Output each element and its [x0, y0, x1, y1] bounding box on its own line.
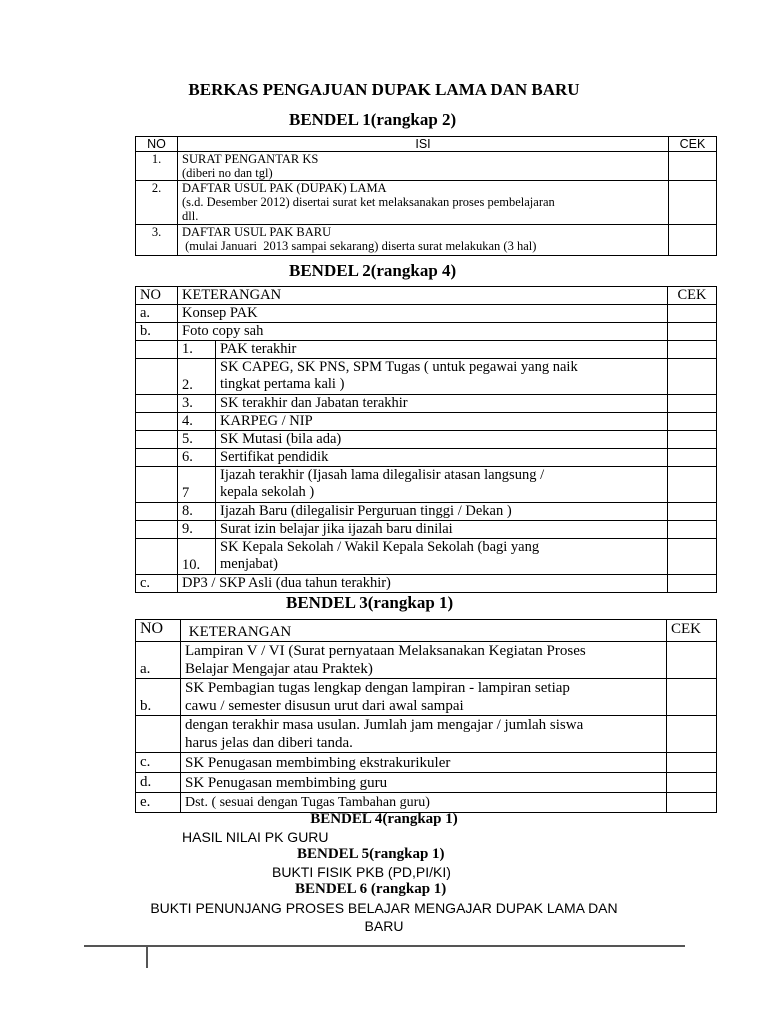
row-text: DP3 / SKP Asli (dua tahun terakhir)	[178, 575, 668, 593]
row-letter: c.	[136, 575, 178, 593]
row-line: SK Pembagian tugas lengkap dengan lampiran - lampiran setiap	[185, 680, 570, 696]
header-isi: ISI	[178, 137, 669, 152]
empty-cell	[136, 413, 178, 431]
row-text: SK Mutasi (bila ada)	[216, 431, 668, 449]
header-cek: CEK	[667, 620, 717, 642]
row-text: Sertifikat pendidik	[216, 449, 668, 467]
check-cell[interactable]	[667, 753, 717, 773]
empty-cell	[136, 359, 178, 395]
check-cell[interactable]	[668, 413, 717, 431]
empty-cell	[136, 467, 178, 503]
check-cell[interactable]	[668, 431, 717, 449]
header-cek: CEK	[669, 137, 717, 152]
row-line: dengan terakhir masa usulan. Jumlah jam mengajar / jumlah siswa	[185, 717, 584, 733]
row-line: tingkat pertama kali )	[220, 376, 345, 392]
row-text: SK Penugasan membimbing ekstrakurikuler	[181, 753, 667, 773]
header-no: NO	[136, 620, 181, 642]
table-row	[136, 181, 717, 225]
header-no: NO	[136, 137, 178, 152]
check-cell[interactable]	[667, 793, 717, 813]
check-cell[interactable]	[668, 575, 717, 593]
row-line: cawu / semester disusun urut dari awal sampai	[185, 698, 464, 714]
table-row	[136, 449, 717, 467]
row-line: DAFTAR USUL PAK (DUPAK) LAMA	[182, 181, 387, 195]
empty-cell	[136, 539, 178, 575]
row-letter: b.	[136, 679, 181, 716]
table-row	[136, 305, 717, 323]
row-number: 1.	[178, 341, 216, 359]
bendel1-heading: BENDEL 1(rangkap 2)	[289, 110, 457, 129]
header-keterangan: KETERANGAN	[178, 287, 668, 305]
check-cell[interactable]	[668, 539, 717, 575]
row-line: SK CAPEG, SK PNS, SPM Tugas ( untuk pegawai yang naik	[220, 359, 578, 375]
row-letter: a.	[136, 642, 181, 679]
bendel6-line: BUKTI PENUNJANG PROSES BELAJAR MENGAJAR DUPAK LAMA DAN	[150, 900, 618, 916]
row-number: 3.	[136, 225, 178, 256]
check-cell[interactable]	[667, 642, 717, 679]
bendel3-table	[135, 619, 717, 813]
row-text: PAK terakhir	[216, 341, 668, 359]
row-number: 1.	[136, 152, 178, 181]
check-cell[interactable]	[668, 359, 717, 395]
row-line: DAFTAR USUL PAK BARU	[182, 225, 332, 239]
row-letter: c.	[136, 753, 181, 773]
empty-cell	[136, 521, 178, 539]
bendel4-text: HASIL NILAI PK GURU	[182, 829, 329, 845]
row-line: SURAT PENGANTAR KS	[182, 152, 319, 166]
bendel6-text	[0, 899, 768, 935]
row-line: Belajar Mengajar atau Praktek)	[185, 661, 373, 677]
row-number: 3.	[178, 395, 216, 413]
row-letter: d.	[136, 773, 181, 793]
check-cell[interactable]	[668, 323, 717, 341]
table-row	[136, 225, 717, 256]
row-text: SK Penugasan membimbing guru	[181, 773, 667, 793]
row-letter: b.	[136, 323, 178, 341]
row-number: 2.	[178, 359, 216, 395]
check-cell[interactable]	[669, 152, 717, 181]
bendel5-heading: BENDEL 5(rangkap 1)	[297, 846, 445, 862]
check-cell[interactable]	[668, 305, 717, 323]
bendel4-heading: BENDEL 4(rangkap 1)	[310, 811, 458, 827]
check-cell[interactable]	[668, 467, 717, 503]
bendel2-heading: BENDEL 2(rangkap 4)	[289, 261, 457, 280]
check-cell[interactable]	[668, 521, 717, 539]
empty-cell	[136, 449, 178, 467]
header-keterangan: KETERANGAN	[181, 620, 667, 642]
footer-tick	[146, 946, 148, 968]
table-row	[136, 413, 717, 431]
row-line: Lampiran V / VI (Surat pernyataan Melaksanakan Kegiatan Proses	[185, 643, 586, 659]
check-cell[interactable]	[667, 679, 717, 716]
bendel2-table	[135, 286, 717, 593]
row-text	[216, 359, 668, 395]
row-line: SK Kepala Sekolah / Wakil Kepala Sekolah (bagi yang	[220, 539, 540, 555]
row-text: SK terakhir dan Jabatan terakhir	[216, 395, 668, 413]
row-line: (s.d. Desember 2012) disertai surat ket melaksanakan proses pembelajaran	[182, 195, 555, 209]
table-row	[136, 793, 717, 813]
bendel3-heading: BENDEL 3(rangkap 1)	[286, 593, 454, 612]
row-text: Dst. ( sesuai dengan Tugas Tambahan guru)	[181, 793, 667, 813]
row-text: Foto copy sah	[178, 323, 668, 341]
row-text	[181, 716, 667, 753]
document-title: BERKAS PENGAJUAN DUPAK LAMA DAN BARU	[188, 80, 580, 99]
row-text: KARPEG / NIP	[216, 413, 668, 431]
bendel6-heading: BENDEL 6 (rangkap 1)	[295, 881, 447, 897]
table-row	[136, 395, 717, 413]
bendel1-table	[135, 136, 717, 256]
row-text: Surat izin belajar jika ijazah baru dinilai	[216, 521, 668, 539]
row-text	[181, 642, 667, 679]
row-text	[178, 181, 669, 225]
table-header-row	[136, 137, 717, 152]
table-row	[136, 359, 717, 395]
row-line: (diberi no dan tgl)	[182, 166, 273, 180]
table-row	[136, 323, 717, 341]
bendel5-text: BUKTI FISIK PKB (PD,PI/KI)	[272, 864, 451, 880]
table-row	[136, 575, 717, 593]
row-letter: a.	[136, 305, 178, 323]
table-row	[136, 521, 717, 539]
row-line: harus jelas dan diberi tanda.	[185, 735, 353, 751]
row-text: Ijazah Baru (dilegalisir Perguruan tinggi / Dekan )	[216, 503, 668, 521]
table-row	[136, 467, 717, 503]
header-cek: CEK	[668, 287, 717, 305]
row-number: 5.	[178, 431, 216, 449]
row-number: 10.	[178, 539, 216, 575]
row-line: (mulai Januari 2013 sampai sekarang) diserta surat melakukan (3 hal)	[182, 239, 537, 253]
row-number: 9.	[178, 521, 216, 539]
row-text	[216, 467, 668, 503]
table-header-row	[136, 287, 717, 305]
check-cell[interactable]	[669, 181, 717, 225]
row-letter: e.	[136, 793, 181, 813]
table-header-row	[136, 620, 717, 642]
table-row	[136, 341, 717, 359]
empty-cell	[136, 431, 178, 449]
row-number: 2.	[136, 181, 178, 225]
check-cell[interactable]	[668, 449, 717, 467]
row-text	[178, 225, 669, 256]
table-row	[136, 753, 717, 773]
row-line: kepala sekolah )	[220, 484, 315, 500]
empty-cell	[136, 503, 178, 521]
header-no: NO	[136, 287, 178, 305]
check-cell[interactable]	[668, 503, 717, 521]
table-row	[136, 679, 717, 716]
table-row	[136, 539, 717, 575]
bendel6-line: BARU	[364, 918, 404, 934]
table-row	[136, 152, 717, 181]
table-row	[136, 642, 717, 679]
table-row	[136, 503, 717, 521]
footer-divider	[84, 945, 685, 947]
row-text	[216, 539, 668, 575]
empty-cell	[136, 395, 178, 413]
row-number: 6.	[178, 449, 216, 467]
row-line: menjabat)	[220, 556, 278, 572]
row-number: 7	[178, 467, 216, 503]
row-text	[181, 679, 667, 716]
check-cell[interactable]	[667, 716, 717, 753]
row-letter	[136, 716, 181, 753]
row-number: 8.	[178, 503, 216, 521]
empty-cell	[136, 341, 178, 359]
check-cell[interactable]	[669, 225, 717, 256]
row-line: dll.	[182, 209, 199, 223]
table-row	[136, 716, 717, 753]
check-cell[interactable]	[667, 773, 717, 793]
check-cell[interactable]	[668, 341, 717, 359]
row-text	[178, 152, 669, 181]
check-cell[interactable]	[668, 395, 717, 413]
row-line: Ijazah terakhir (Ijasah lama dilegalisir atasan langsung /	[220, 467, 545, 483]
row-text: Konsep PAK	[178, 305, 668, 323]
row-number: 4.	[178, 413, 216, 431]
table-row	[136, 773, 717, 793]
table-row	[136, 431, 717, 449]
